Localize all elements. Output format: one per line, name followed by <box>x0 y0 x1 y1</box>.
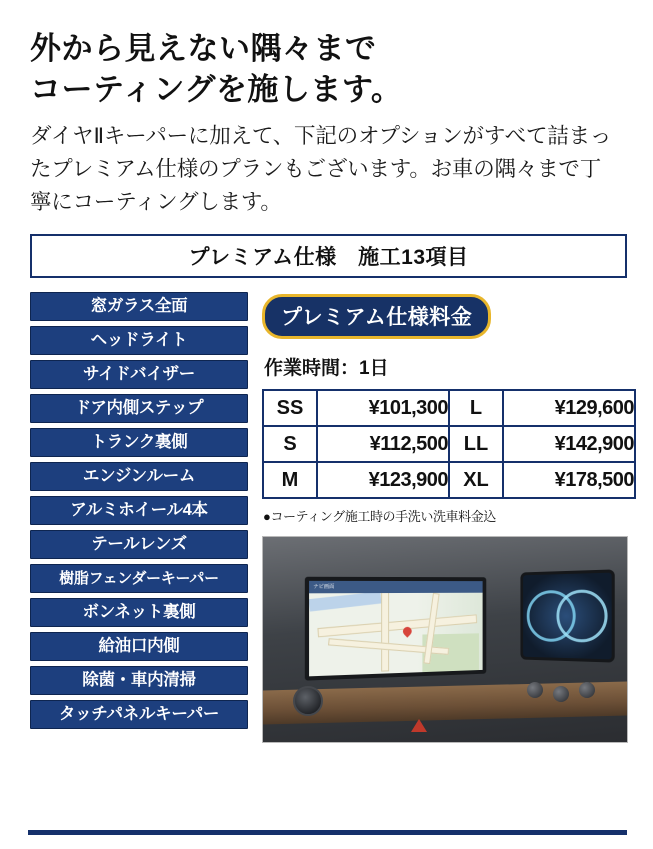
size-cell: M <box>263 462 317 498</box>
list-item: 除菌・車内清掃 <box>30 666 248 695</box>
table-row <box>263 426 635 462</box>
lead-paragraph: ダイヤⅡキーパーに加えて、下記のオプションがすべて詰まったプレミアム仕様のプランもございます。お車の隅々まで丁寧にコーティングします。 <box>30 124 612 214</box>
list-item: 窓ガラス全面 <box>30 292 248 321</box>
work-time-label: 作業時間：1日 <box>264 358 389 380</box>
content-columns <box>30 292 634 743</box>
hazard-triangle-icon <box>411 719 427 732</box>
price-cell: ¥123,900 <box>317 462 449 498</box>
price-table <box>262 389 636 499</box>
knob-icon <box>527 682 543 698</box>
car-interior-photo <box>262 536 628 743</box>
list-item: ヘッドライト <box>30 326 248 355</box>
price-cell: ¥101,300 <box>317 390 449 426</box>
price-note: ●コーティング施工時の手洗い洗車料金込 <box>263 509 496 525</box>
control-knobs <box>527 682 597 722</box>
section-title-bar <box>30 234 627 278</box>
knob-icon <box>553 686 569 702</box>
price-cell: ¥178,500 <box>503 462 635 498</box>
gauge-icon <box>556 590 607 644</box>
price-panel <box>262 292 636 743</box>
map-road <box>381 589 389 672</box>
list-item: アルミホイール4本 <box>30 496 248 525</box>
size-cell: SS <box>263 390 317 426</box>
price-cell: ¥112,500 <box>317 426 449 462</box>
size-cell: LL <box>449 426 503 462</box>
option-list <box>30 292 248 734</box>
list-item: 給油口内側 <box>30 632 248 661</box>
table-row <box>263 462 635 498</box>
size-cell: L <box>449 390 503 426</box>
table-row <box>263 390 635 426</box>
price-cell: ¥129,600 <box>503 390 635 426</box>
list-item: ドア内側ステップ <box>30 394 248 423</box>
navigation-screen <box>305 577 486 681</box>
size-cell: XL <box>449 462 503 498</box>
footer-divider <box>28 830 627 835</box>
list-item: 樹脂フェンダーキーパー <box>30 564 248 593</box>
page-title <box>30 28 627 110</box>
size-cell: S <box>263 426 317 462</box>
list-item: タッチパネルキーパー <box>30 700 248 729</box>
map-status-bar: ナビ画面 <box>309 581 483 593</box>
list-item: ボンネット裏側 <box>30 598 248 627</box>
knob-icon <box>579 682 595 698</box>
list-item: トランク裏側 <box>30 428 248 457</box>
list-item: エンジンルーム <box>30 462 248 491</box>
price-cell: ¥142,900 <box>503 426 635 462</box>
headline-line-2: コーティングを施します。 <box>30 72 403 108</box>
instrument-cluster <box>520 570 614 663</box>
list-item: テールレンズ <box>30 530 248 559</box>
headline-line-1: 外から見えない隅々まで <box>30 31 377 66</box>
section-title-text: プレミアム仕様 施工13項目 <box>188 246 469 270</box>
status-badge: プレミアム仕様料金 <box>262 294 491 339</box>
list-item: サイドバイザー <box>30 360 248 389</box>
